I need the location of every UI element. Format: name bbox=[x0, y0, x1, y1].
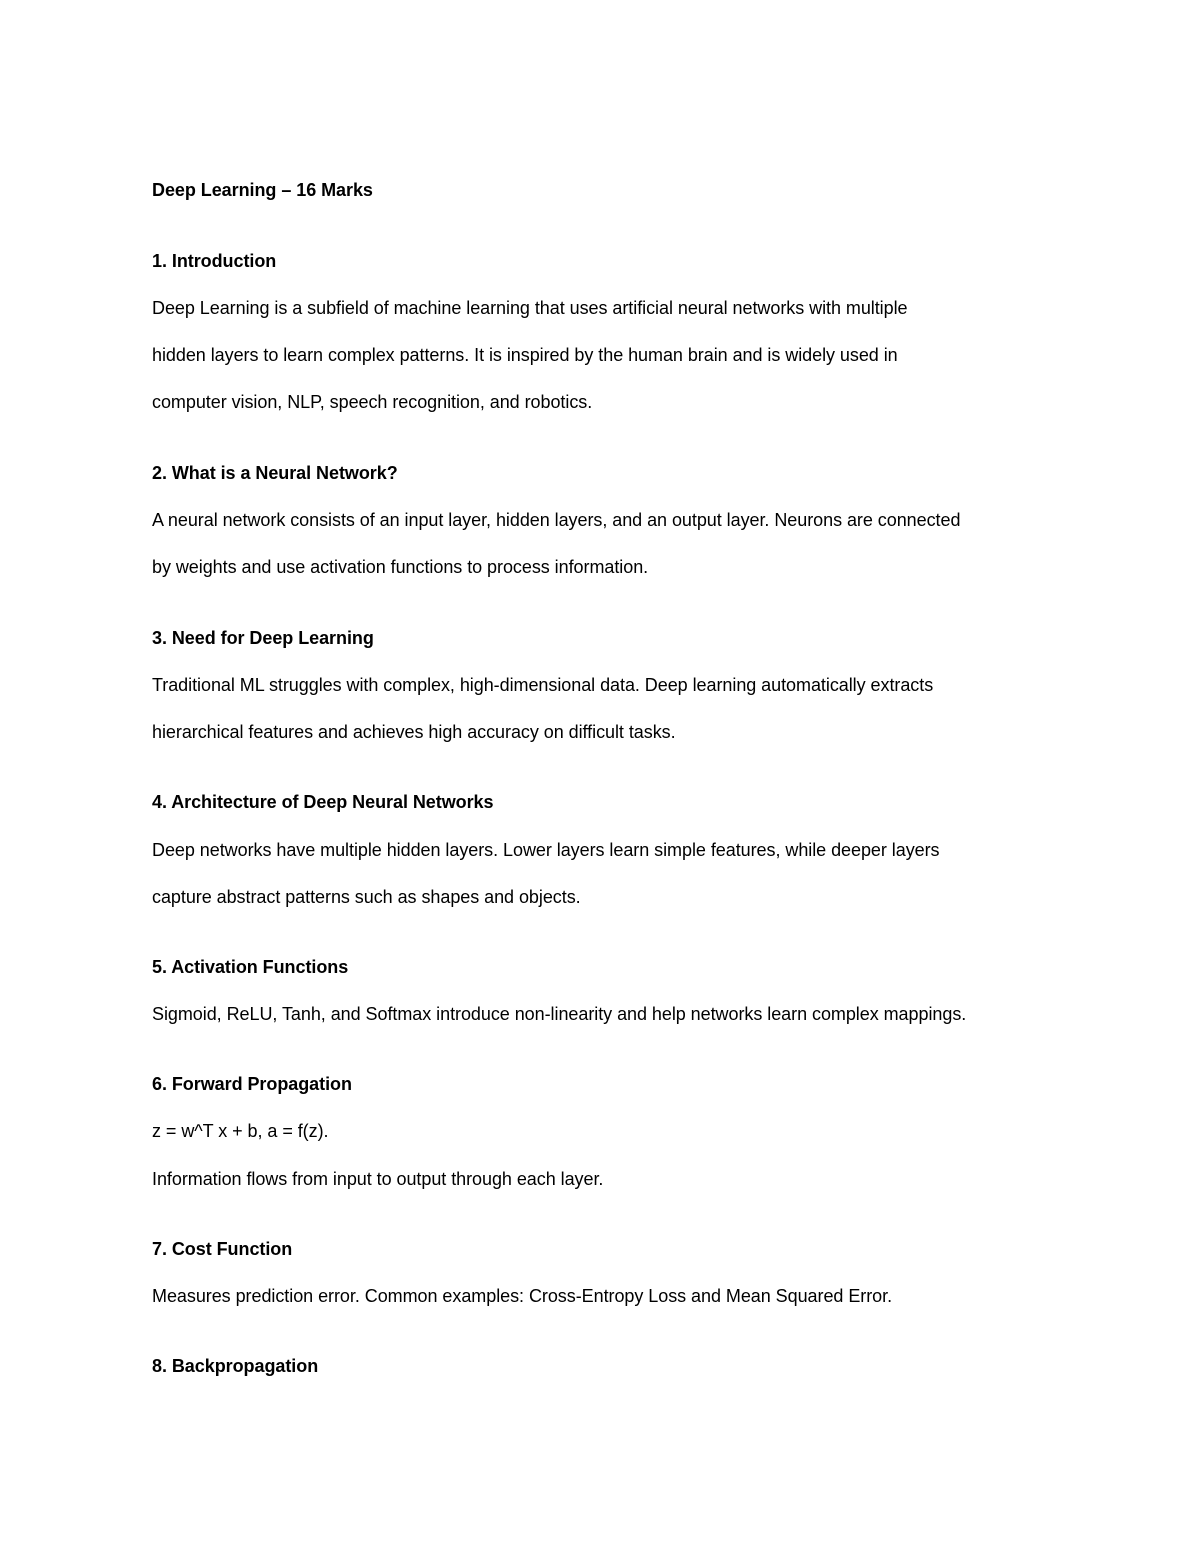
document-title: Deep Learning – 16 Marks bbox=[152, 180, 373, 200]
section-heading: 7. Cost Function bbox=[152, 1239, 293, 1259]
section-heading: 1. Introduction bbox=[152, 251, 277, 271]
paragraph-line: hierarchical features and achieves high accuracy on difficult tasks. bbox=[152, 722, 676, 742]
section-heading: 5. Activation Functions bbox=[152, 957, 349, 977]
paragraph-line: Sigmoid, ReLU, Tanh, and Softmax introduce non-linearity and help networks learn complex mappings. bbox=[152, 1004, 967, 1024]
paragraph-line: computer vision, NLP, speech recognition, and robotics. bbox=[152, 392, 593, 412]
formula-line: z = w^T x + b, a = f(z). bbox=[152, 1121, 329, 1141]
section-heading: 4. Architecture of Deep Neural Networks bbox=[152, 792, 494, 812]
section-heading: 3. Need for Deep Learning bbox=[152, 628, 374, 648]
paragraph-line: A neural network consists of an input layer, hidden layers, and an output layer. Neurons are connected bbox=[152, 510, 961, 530]
paragraph-line: Traditional ML struggles with complex, high-dimensional data. Deep learning automatically extracts bbox=[152, 675, 934, 695]
section-heading: 6. Forward Propagation bbox=[152, 1074, 352, 1094]
section-heading: 8. Backpropagation bbox=[152, 1356, 319, 1376]
paragraph-line: Deep Learning is a subfield of machine learning that uses artificial neural networks with multiple bbox=[152, 298, 908, 318]
section-heading: 2. What is a Neural Network? bbox=[152, 463, 398, 483]
paragraph-line: by weights and use activation functions to process information. bbox=[152, 557, 649, 577]
paragraph-line: capture abstract patterns such as shapes and objects. bbox=[152, 887, 581, 907]
paragraph-line: hidden layers to learn complex patterns. It is inspired by the human brain and is widely used in bbox=[152, 345, 898, 365]
paragraph-line: Measures prediction error. Common examples: Cross-Entropy Loss and Mean Squared Error. bbox=[152, 1286, 893, 1306]
paragraph-line: Information flows from input to output through each layer. bbox=[152, 1169, 604, 1189]
paragraph-line: Deep networks have multiple hidden layers. Lower layers learn simple features, while deeper layers bbox=[152, 840, 940, 860]
